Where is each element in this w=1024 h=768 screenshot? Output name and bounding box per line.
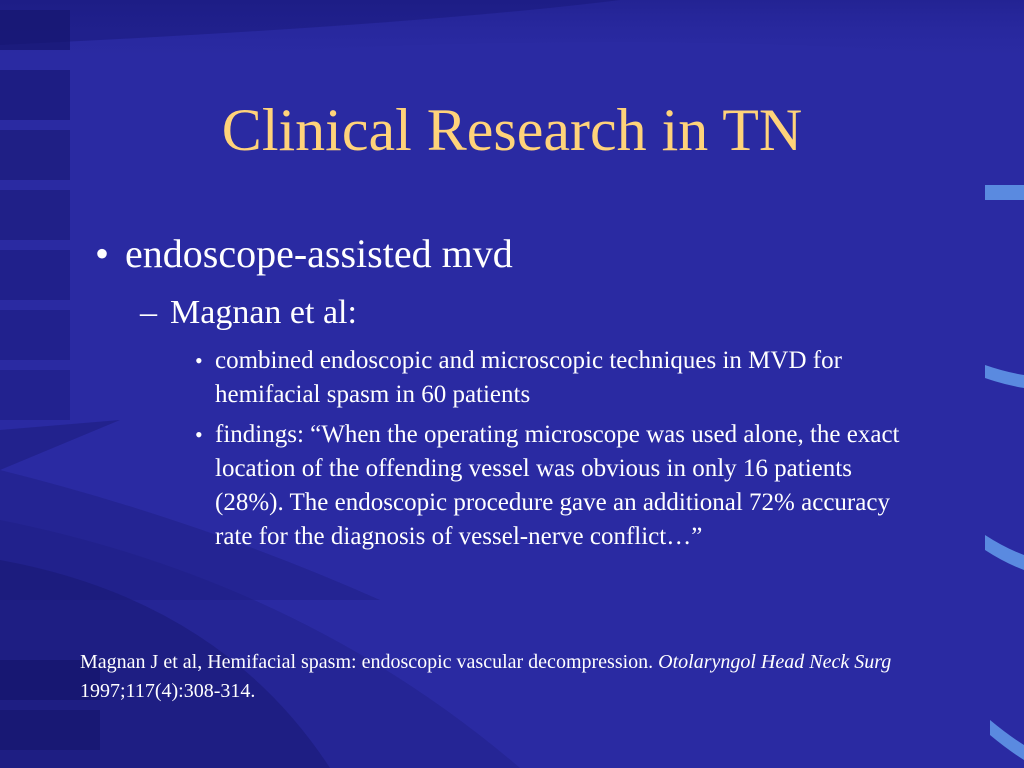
bullet-text: endoscope-assisted mvd: [125, 231, 513, 276]
slide-title: Clinical Research in TN: [221, 97, 803, 163]
bullet-level-1: [95, 228, 945, 280]
reference-authors-title: Magnan J et al, Hemifacial spasm: endoscopic vascular decompression.: [80, 651, 659, 673]
reference-citation-details: 1997;117(4):308-314.: [80, 680, 256, 702]
slide-content: [95, 228, 945, 560]
bullet-text: combined endoscopic and microscopic techniques in MVD for hemifacial spasm in 60 patients: [215, 347, 842, 408]
bullet-level-3-list: [195, 344, 945, 554]
bullet-marker: •: [195, 348, 203, 373]
bullet-marker: •: [95, 231, 110, 276]
reference-citation: [80, 648, 960, 706]
reference-journal: Otolaryngol Head Neck Surg: [658, 651, 892, 673]
dash-marker: –: [140, 294, 157, 331]
bullet-marker: •: [195, 422, 203, 447]
bullet-level-3: [195, 418, 915, 554]
bullet-text: findings: “When the operating microscope was used alone, the exact location of the offending vessel was obvious in only 16 patients (28%). The endoscopic procedure gave an additional 72% accuracy rate for the diagnosis of vessel-nerve conflict…”: [215, 421, 900, 550]
bullet-level-3: [195, 344, 915, 412]
bullet-text: Magnan et al:: [170, 294, 357, 331]
bullet-level-2: [140, 290, 945, 336]
